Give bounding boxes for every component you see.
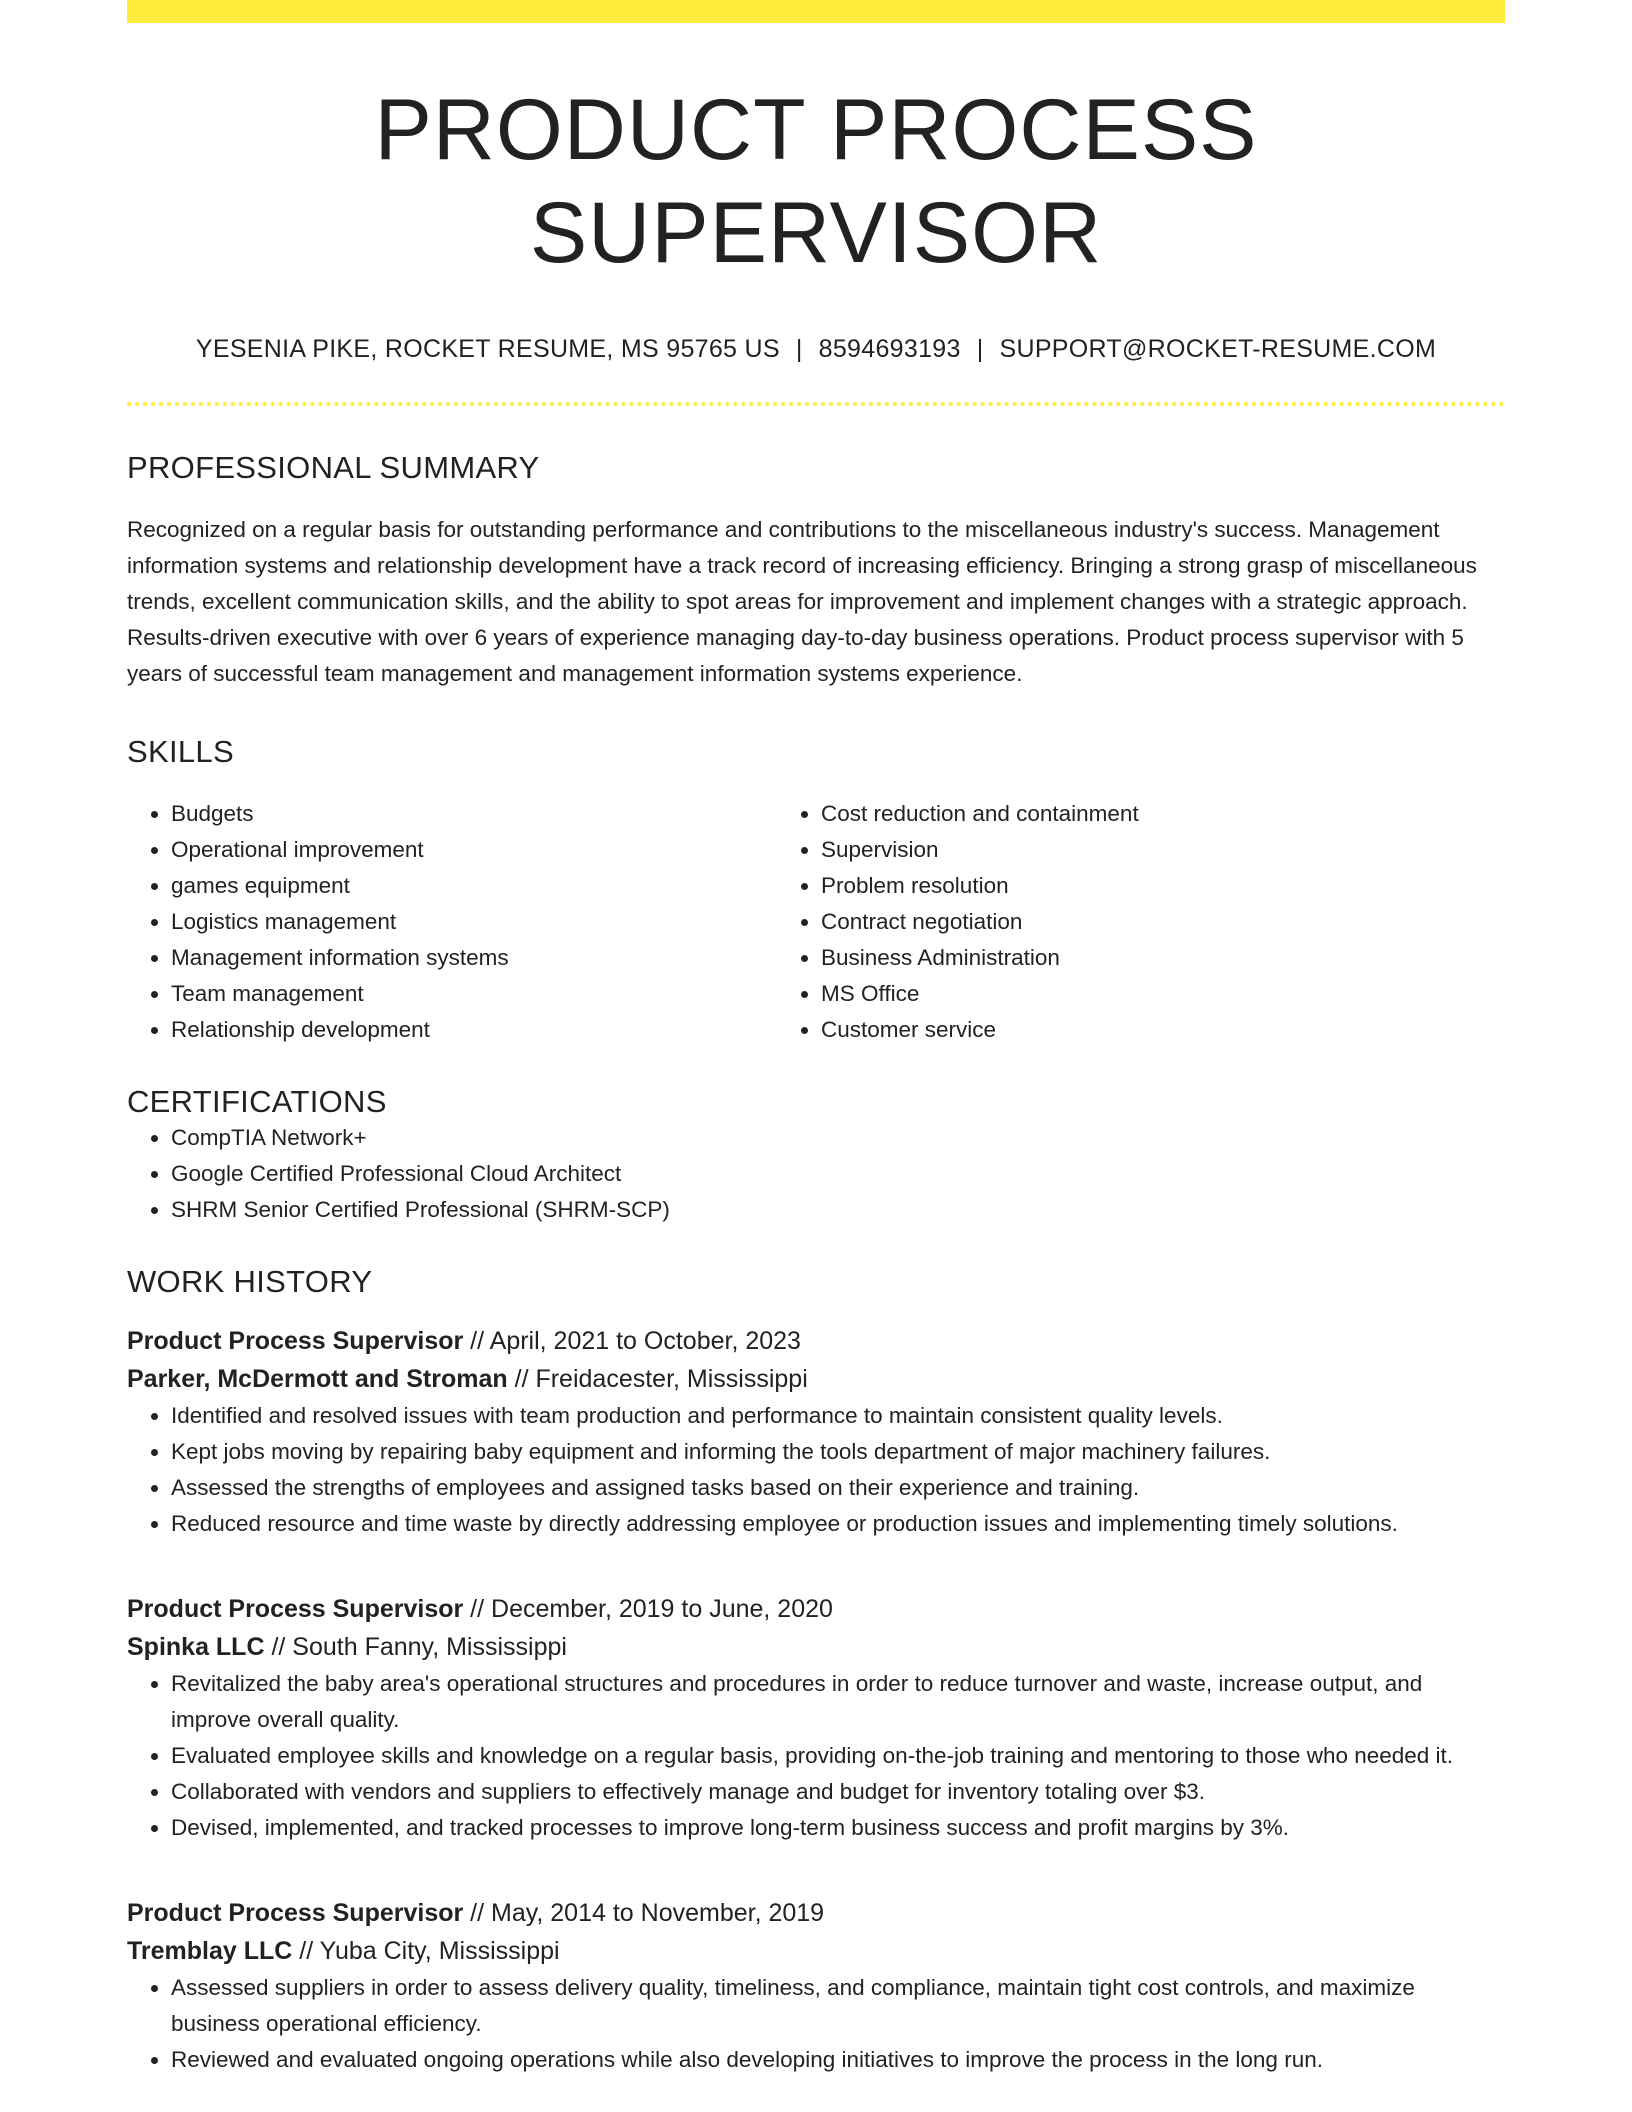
resume-page <box>127 0 1505 2078</box>
job-bullet-list <box>127 1398 1505 1542</box>
job-bullet: • Assessed the strengths of employees and assigned tasks based on their experience and training. <box>171 1470 1505 1506</box>
job-bullet: • Assessed suppliers in order to assess delivery quality, timeliness, and compliance, maintain tight cost controls, and maximize business operational efficiency. <box>171 1970 1505 2042</box>
dotted-divider <box>127 402 1505 406</box>
job-bullet: • Collaborated with vendors and suppliers to effectively manage and budget for inventory totaling over $3. <box>171 1774 1505 1810</box>
skill-item: • Logistics management <box>171 904 805 940</box>
job-location: // Freidacester, Mississippi <box>507 1365 808 1394</box>
job-company: Spinka LLC <box>127 1633 265 1662</box>
job-entry <box>127 1322 1505 1542</box>
job-title-line <box>127 1322 1505 1360</box>
job-bullet-list <box>127 1666 1505 1846</box>
contact-email: SUPPORT@ROCKET-RESUME.COM <box>999 335 1437 364</box>
job-bullet: • Reviewed and evaluated ongoing operations while also developing initiatives to improve the process in the long run. <box>171 2042 1505 2078</box>
job-title: Product Process Supervisor <box>127 1595 464 1624</box>
top-accent-bar <box>127 0 1505 23</box>
job-title-line <box>127 1894 1505 1932</box>
contact-line <box>127 335 1505 364</box>
job-entry <box>127 1590 1505 1846</box>
skill-item: • Budgets <box>171 796 805 832</box>
skill-item: • Team management <box>171 976 805 1012</box>
skill-item: • MS Office <box>821 976 1455 1012</box>
job-title: Product Process Supervisor <box>127 1327 464 1356</box>
job-bullet: • Reduced resource and time waste by directly addressing employee or production issues and implementing timely solutions. <box>171 1506 1505 1542</box>
job-bullet: • Kept jobs moving by repairing baby equipment and informing the tools department of major machinery failures. <box>171 1434 1505 1470</box>
contact-separator: | <box>976 335 984 364</box>
job-bullet-list <box>127 1970 1505 2078</box>
job-dates: // December, 2019 to June, 2020 <box>463 1595 833 1624</box>
job-title-line <box>127 1590 1505 1628</box>
job-company-line <box>127 1932 1505 1970</box>
certifications-heading: CERTIFICATIONS <box>127 1084 387 1120</box>
job-dates: // May, 2014 to November, 2019 <box>463 1899 825 1928</box>
summary-text: Recognized on a regular basis for outstanding performance and contributions to the miscellaneous industry's success. Management information systems and relationship development have a track record of increasing efficiency. Bringing a strong grasp of miscellaneous trends, excellent communication skills, and the ability to spot areas for improvement and implement changes with a strategic approach. Results-driven executive with over 6 years of experience managing day-to-day business operations. Product process supervisor with 5 years of successful team management and management information systems experience. <box>127 517 1477 687</box>
skill-item: • Supervision <box>821 832 1455 868</box>
skill-item: • Problem resolution <box>821 868 1455 904</box>
contact-separator: | <box>795 335 803 364</box>
job-company-line <box>127 1628 1505 1666</box>
work-history-heading: WORK HISTORY <box>127 1264 373 1300</box>
job-company: Parker, McDermott and Stroman <box>127 1365 508 1394</box>
job-bullet: • Revitalized the baby area's operational structures and procedures in order to reduce turnover and waste, increase output, and improve overall quality. <box>171 1666 1505 1738</box>
skill-item: • Management information systems <box>171 940 805 976</box>
job-company-line <box>127 1360 1505 1398</box>
job-company: Tremblay LLC <box>127 1937 293 1966</box>
skill-item: • games equipment <box>171 868 805 904</box>
job-title: Product Process Supervisor <box>127 1899 464 1928</box>
skills-list-left <box>127 796 805 1048</box>
certification-item: • Google Certified Professional Cloud Architect <box>171 1156 1505 1192</box>
page-title: PRODUCT PROCESS SUPERVISOR <box>374 82 1258 282</box>
job-bullet: • Evaluated employee skills and knowledge on a regular basis, providing on-the-job training and mentoring to those who needed it. <box>171 1738 1505 1774</box>
contact-phone: 8594693193 <box>818 335 961 364</box>
skill-item: • Contract negotiation <box>821 904 1455 940</box>
certification-item: • SHRM Senior Certified Professional (SHRM-SCP) <box>171 1192 1505 1228</box>
job-dates: // April, 2021 to October, 2023 <box>463 1327 801 1356</box>
certification-item: • CompTIA Network+ <box>171 1120 1505 1156</box>
skill-item: • Relationship development <box>171 1012 805 1048</box>
skill-item: • Business Administration <box>821 940 1455 976</box>
skill-item: • Operational improvement <box>171 832 805 868</box>
job-bullet: • Devised, implemented, and tracked processes to improve long-term business success and profit margins by 3%. <box>171 1810 1505 1846</box>
skill-item: • Cost reduction and containment <box>821 796 1455 832</box>
skill-item: • Customer service <box>821 1012 1455 1048</box>
summary-heading: PROFESSIONAL SUMMARY <box>127 450 540 486</box>
skills-list-right <box>805 796 1455 1048</box>
job-bullet: • Identified and resolved issues with team production and performance to maintain consistent quality levels. <box>171 1398 1505 1434</box>
certifications-list <box>127 1120 1505 1228</box>
job-entry <box>127 1894 1505 2078</box>
job-location: // South Fanny, Mississippi <box>264 1633 567 1662</box>
job-location: // Yuba City, Mississippi <box>292 1937 560 1966</box>
contact-address: YESENIA PIKE, ROCKET RESUME, MS 95765 US <box>195 335 780 364</box>
skills-heading: SKILLS <box>127 734 234 770</box>
skills-columns <box>127 796 1505 1048</box>
